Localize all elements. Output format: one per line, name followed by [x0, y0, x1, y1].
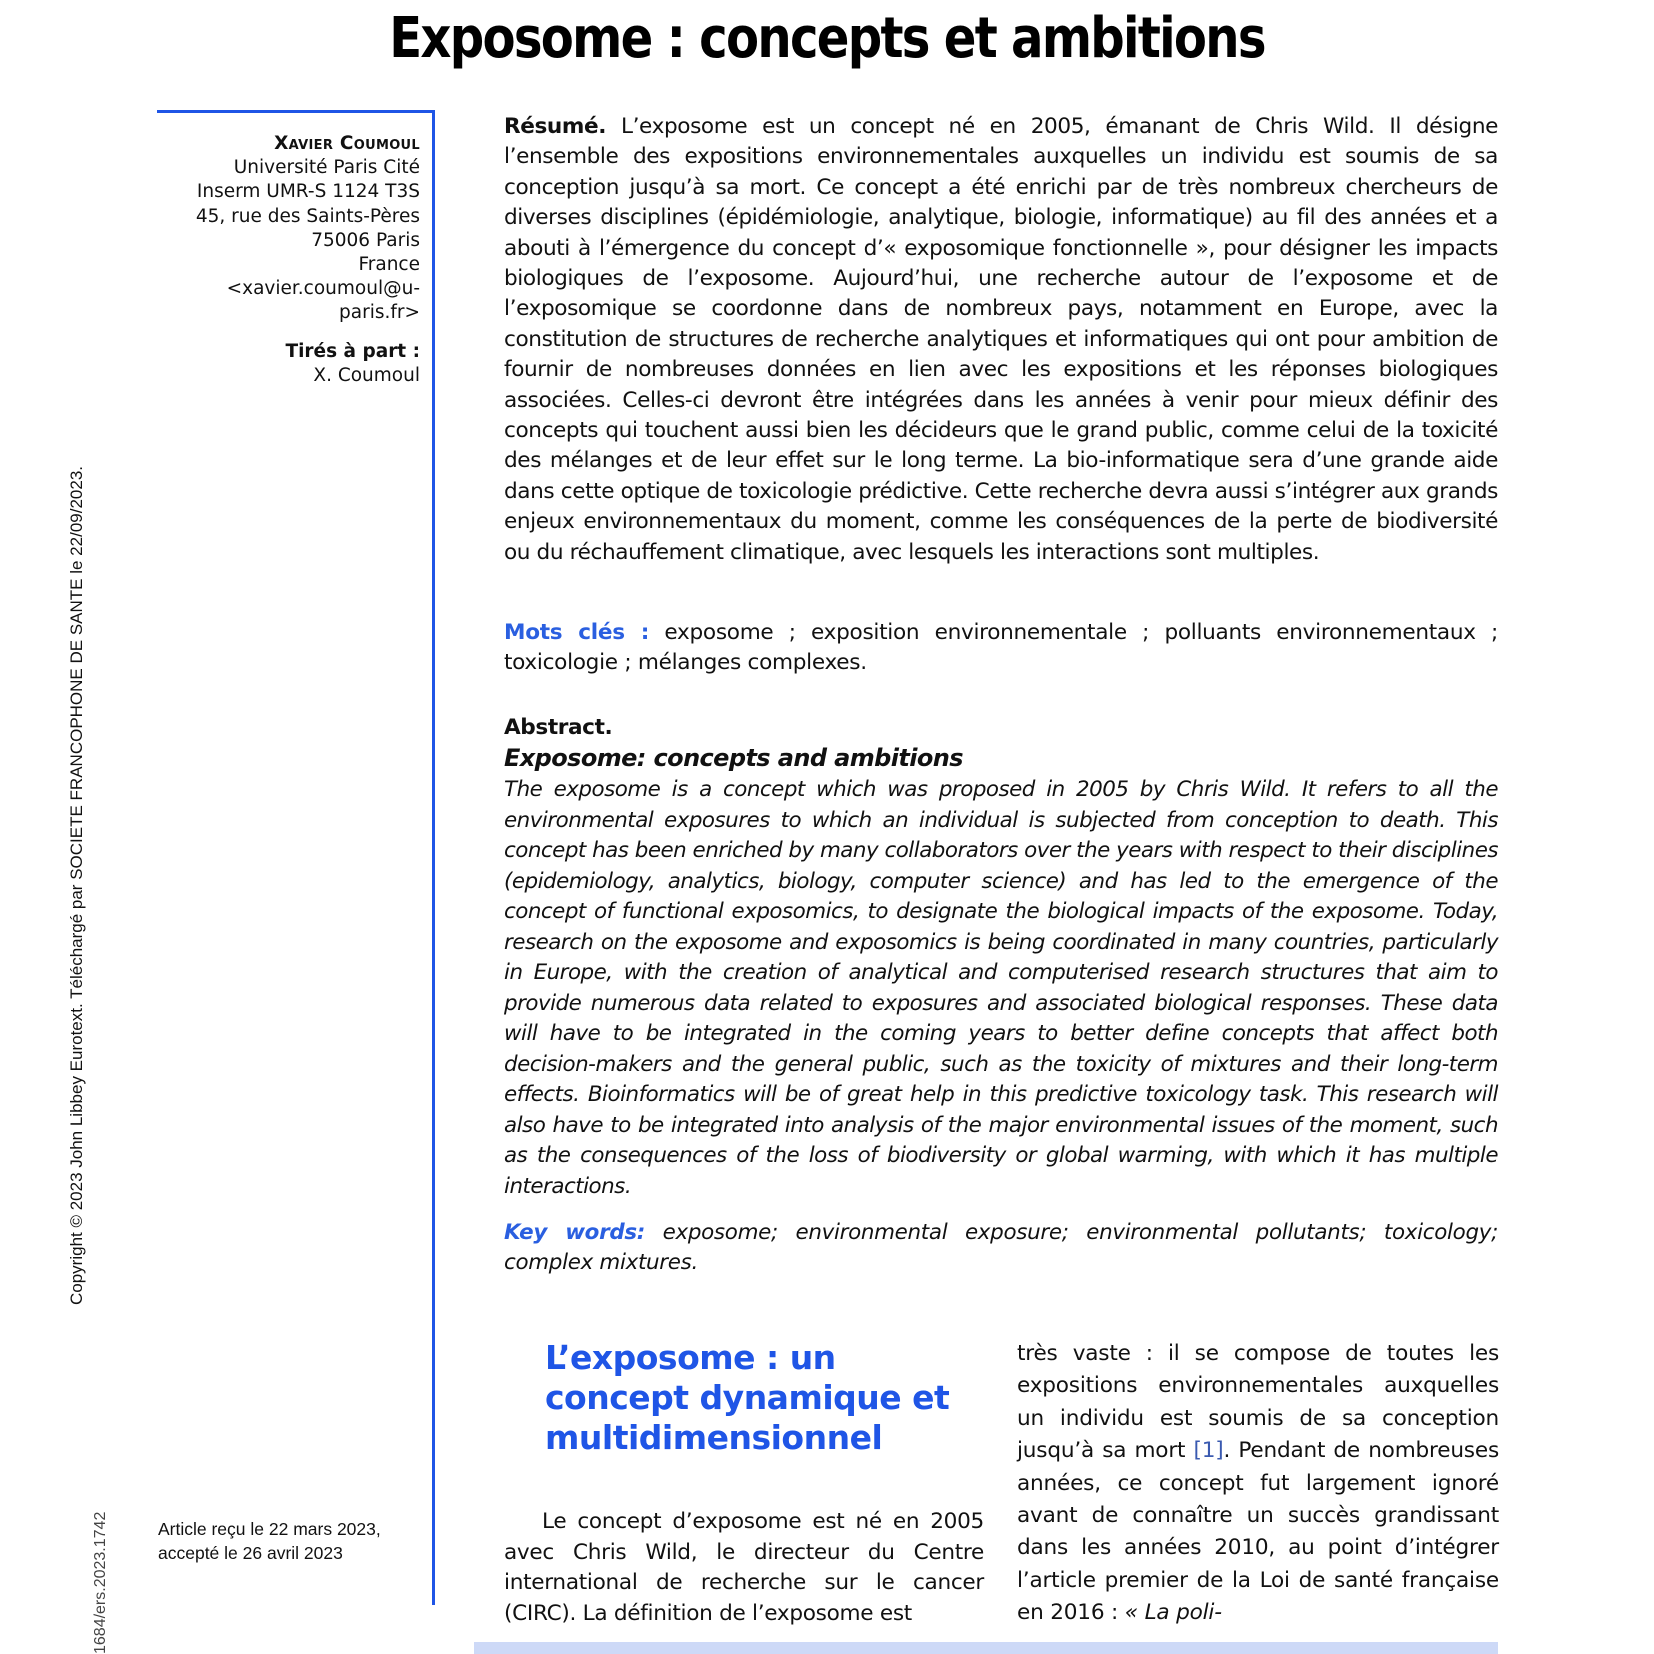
author-email[interactable]: <xavier.coumoul@u-paris.fr>: [226, 278, 420, 324]
affiliation-line: Université Paris Cité: [233, 157, 420, 179]
reprint-label: Tirés à part :: [285, 340, 420, 362]
body-paragraph: [1017, 1338, 1499, 1630]
body-column-right: [1017, 1338, 1499, 1630]
abstract-header: [504, 713, 1498, 774]
abstract-label: Abstract.: [504, 715, 613, 740]
resume-label: Résumé.: [504, 114, 607, 139]
article-title: Exposome : concepts et ambitions: [389, 6, 1265, 71]
affiliation-line: 45, rue des Saints-Pères: [195, 205, 420, 227]
reprint-block: [150, 340, 420, 388]
accepted-date: accepté le 26 avril 2023: [158, 1543, 343, 1563]
body-text: très vaste : il se compose de toutes les expositions environnementales auxquelles un individu est soumis de sa conception jusqu’à sa mort: [1017, 1341, 1499, 1464]
reprint-name: X. Coumoul: [313, 364, 420, 386]
resume-paragraph: [504, 112, 1498, 568]
received-date: Article reçu le 22 mars 2023,: [158, 1519, 381, 1539]
keywords-fr-text: exposome ; exposition environnementale ; polluants environnementaux ; toxicologie ; mélanges complexes.: [504, 620, 1499, 676]
keywords-en-label: Key words:: [504, 1220, 646, 1245]
abstract-text: The exposome is a concept which was proposed in 2005 by Chris Wild. It refers to all the environmental exposures to which an individual is subjected from conception to death. This concept has been enriched by many collaborators over the years with respect to their disciplines (epidemiology, analytics, biology, computer science) and has led to the emergence of the concept of functional exposomics, to designate the biological impacts of the exposome. Today, research on the exposome and exposomics is being coordinated in many countries, particularly in Europe, with the creation of analytical and computerised research structures that aim to provide numerous data related to exposures and associated biological responses. These data will have to be integrated in the coming years to better define concepts that affect both decision-makers and the general public, such as the toxicity of mixtures and their long-term effects. Bioinformatics will be of great help in this predictive toxicology task. This research will also have to be integrated into analysis of the major environmental issues of the moment, such as the consequences of the loss of biodiversity or global warming, with which it has multiple interactions.: [504, 777, 1498, 1199]
copyright-notice: Copyright © 2023 John Libbey Eurotext. Téléchargé par SOCIETE FRANCOPHONE DE SANTE le 22/09/2023.: [67, 466, 86, 1305]
affiliation-line: Inserm UMR-S 1124 T3S: [196, 181, 420, 203]
quote-text: « La poli-: [1124, 1600, 1222, 1626]
affiliation-line: 75006 Paris: [311, 229, 420, 251]
body-paragraph: Le concept d’exposome est né en 2005 avec Chris Wild, le directeur du Centre international de recherche sur le cancer (CIRC). La définition de l’exposome est: [504, 1509, 984, 1626]
doi-label: 1684/ers.2023.1742: [92, 1511, 109, 1654]
resume-text: L’exposome est un concept né en 2005, émanant de Chris Wild. Il désigne l’ensemble des expositions environnementales auxquelles un individu est soumis de sa conception jusqu’à sa mort. Ce concept a été enrichi par de très nombreux chercheurs de diverses disciplines (épidémiologie, analytique, biologie, informatique) au fil des années et a abouti à l’émergence du concept d’« exposomique fonctionnelle », pour désigner les impacts biologiques de l’exposome. Aujourd’hui, une recherche autour de l’exposome et de l’exposomique se coordonne dans de nombreux pays, notamment en Europe, avec la constitution de structures de recherche analytiques et informatiques qui ont pour ambition de fournir de nombreuses données en lien avec les expositions et les réponses biologiques associées. Celles-ci devront être intégrées dans les années à venir pour mieux définir des concepts qui touchent aussi bien les décideurs que le grand public, comme celui de la toxicité des mélanges et de leur effet sur le long terme. La bio-informatique sera d’une grande aide dans cette optique de toxicologie prédictive. Cette recherche devra aussi s’intégrer aux grands enjeux environnementaux du moment, comme les conséquences de la perte de biodiversité ou du réchauffement climatique, avec lesquels les interactions sont multiples.: [504, 114, 1498, 565]
keywords-en: [504, 1218, 1498, 1279]
article-dates: [158, 1517, 418, 1565]
keywords-fr-label: Mots clés :: [504, 620, 650, 645]
keywords-fr: [504, 618, 1498, 679]
citation-link[interactable]: [1]: [1193, 1438, 1224, 1464]
section-heading: L’exposome : un concept dynamique et multidimensionnel: [545, 1338, 950, 1457]
keywords-en-text: exposome; environmental exposure; environmental pollutants; toxicology; complex mixtures.: [504, 1220, 1498, 1276]
affiliation-line: France: [358, 254, 420, 276]
body-column-left: [504, 1507, 984, 1629]
author-block: [150, 132, 420, 388]
bottom-highlight-band: [474, 1642, 1498, 1654]
body-text: . Pendant de nombreuses années, ce concept fut largement ignoré avant de connaître un succès grandissant dans les années 2010, au point d’intégrer l’article premier de la Loi de santé française en 2016 :: [1017, 1438, 1499, 1626]
author-name: Xavier Coumoul: [274, 133, 420, 154]
abstract-subtitle: Exposome: concepts and ambitions: [504, 744, 963, 773]
